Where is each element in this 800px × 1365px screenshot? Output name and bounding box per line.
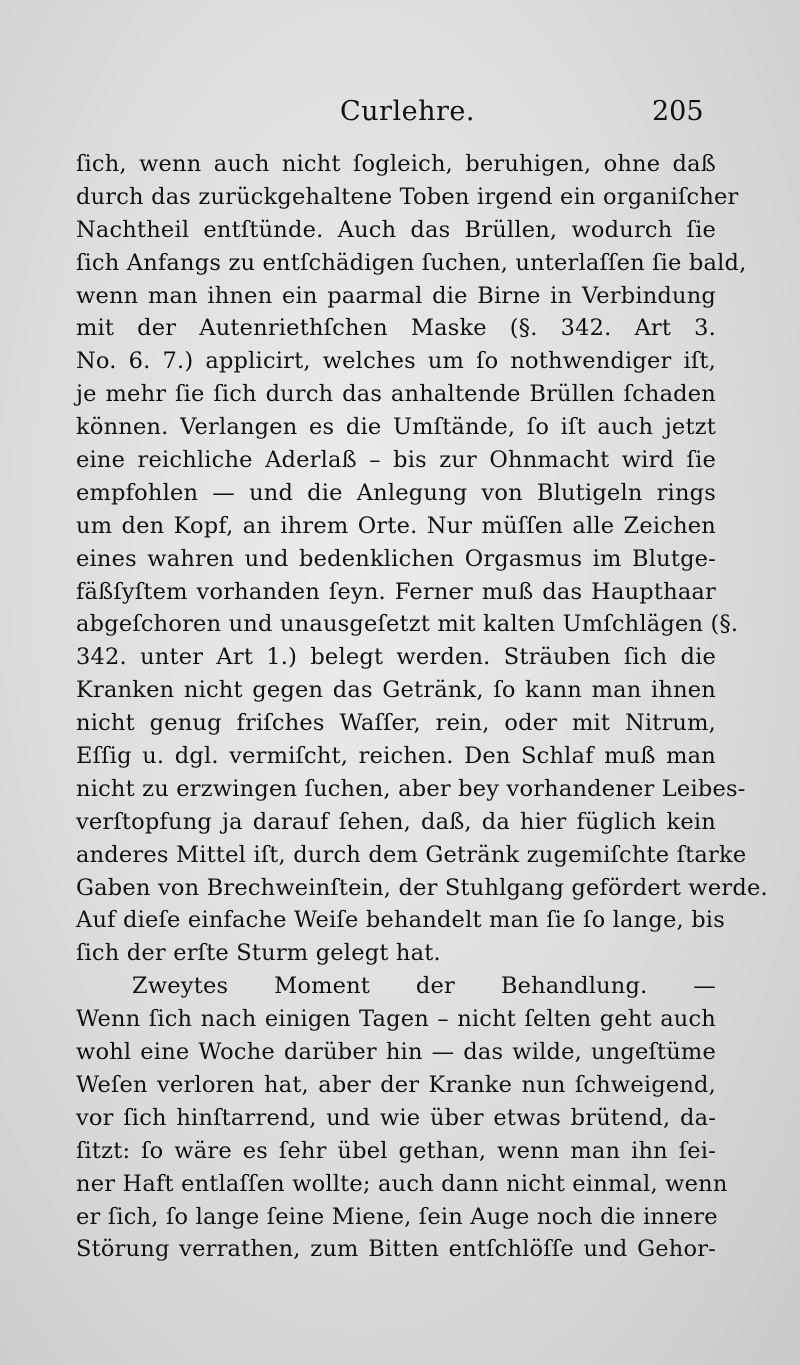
text-line: verſtopfung ja darauf ſehen, daß, da hier füglich kein [76,808,716,835]
text-line: mit der Autenriethſchen Maske (§. 342. Art 3. [76,315,716,342]
text-line: Weſen verloren hat, aber der Kranke nun ſchweigend, [76,1071,716,1098]
page-number: 205 [652,96,704,127]
text-line: Wenn ſich nach einigen Tagen – nicht ſelten geht auch [76,1006,716,1033]
text-line: durch das zurückgehaltene Toben irgend ein organiſcher [76,183,739,210]
body-text [76,148,768,1266]
text-line: ſich, wenn auch nicht ſogleich, beruhigen, ohne daß [76,151,716,177]
text-line: eines wahren und bedenklichen Orgasmus im Blutge- [76,545,716,572]
text-line: 342. unter Art 1.) belegt werden. Sträuben ſich die [76,644,716,671]
text-line: je mehr ſie ſich durch das anhaltende Brüllen ſchaden [76,381,716,408]
text-line: No. 6. 7.) applicirt, welches um ſo nothwendiger iſt, [76,348,716,375]
text-line: empfohlen — und die Anlegung von Blutigeln rings [76,479,716,506]
text-line: anderes Mittel iſt, durch dem Getränk zugemiſchte ſtarke [76,841,747,868]
section-heading: Zweytes Moment der Behandlung. — [132,973,716,1000]
text-line: ner Haft entlaſſen wollte; auch dann nicht einmal, wenn [76,1170,728,1197]
text-line: können. Verlangen es die Umſtände, ſo iſt auch jetzt [76,414,716,441]
text-line: eine reichliche Aderlaß – bis zur Ohnmacht wird ſie [76,447,716,474]
text-line: Auf dieſe einfache Weiſe behandelt man ſie ſo lange, bis [76,907,725,934]
text-line: Kranken nicht gegen das Getränk, ſo kann man ihnen [76,677,716,704]
text-line: ſich der erſte Sturm gelegt hat. [76,940,441,967]
text-line: fäßſyſtem vorhanden ſeyn. Ferner muß das Haupthaar [76,578,716,605]
text-line: abgeſchoren und unausgeſetzt mit kalten Umſchlägen (§. [76,611,739,638]
text-line: Nachtheil entſtünde. Auch das Brüllen, wodurch ſie [76,216,716,243]
text-line: wohl eine Woche darüber hin — das wilde, ungeſtüme [76,1039,716,1066]
text-line: nicht zu erzwingen ſuchen, aber bey vorhandener Leibes- [76,775,746,802]
text-line: Gaben von Brechweinſtein, der Stuhlgang gefördert werde. [76,874,768,901]
text-line: nicht genug friſches Waſſer, rein, oder mit Nitrum, [76,710,716,737]
text-line: vor ſich hinſtarrend, und wie über etwas brütend, da- [76,1104,716,1131]
text-line: Eſſig u. dgl. vermiſcht, reichen. Den Schlaf muß man [76,743,716,770]
running-title: Curlehre. [340,96,475,127]
text-line: Störung verrathen, zum Bitten entſchlöſſe und Gehor- [76,1236,716,1263]
text-line: wenn man ihnen ein paarmal die Birne in Verbindung [76,282,716,309]
page-header [0,96,800,136]
text-line: er ſich, ſo lange ſeine Miene, ſein Auge noch die innere [76,1203,718,1230]
text-line: um den Kopf, an ihrem Orte. Nur müſſen alle Zeichen [76,512,716,539]
text-line: ſich Anfangs zu entſchädigen ſuchen, unterlaſſen ſie bald, [76,249,747,276]
text-line: ſitzt: ſo wäre es ſehr übel gethan, wenn man ihn ſei- [76,1137,716,1164]
